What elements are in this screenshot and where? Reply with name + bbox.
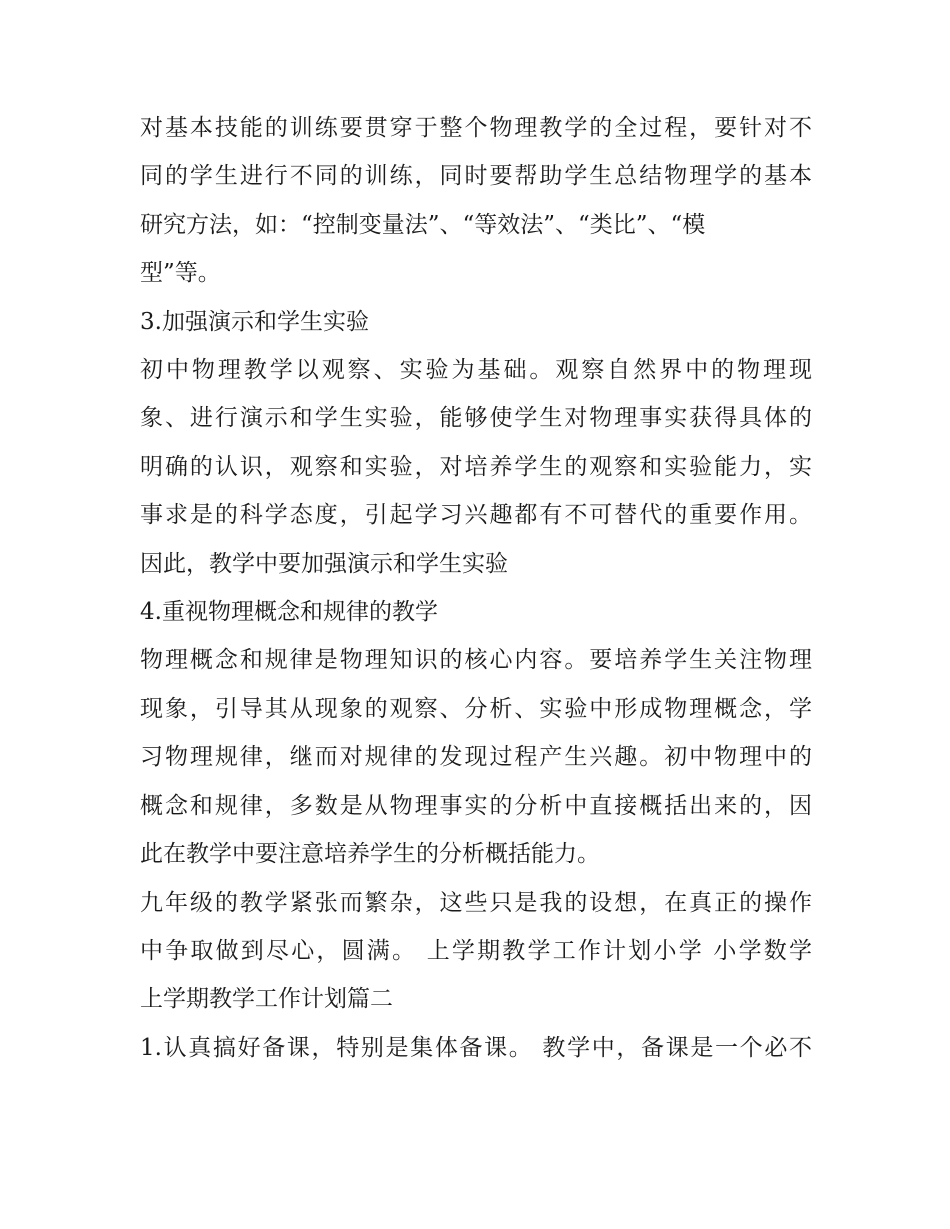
text-line: 习物理规律，继而对规律的发现过程产生兴趣。初中物理中的 — [140, 744, 812, 771]
text-line: 初中物理教学以观察、实验为基础。观察自然界中的物理现 — [140, 357, 812, 384]
text-line: 上学期教学工作计划篇二 — [140, 986, 393, 1013]
text-line: 研究方法，如：“控制变量法”、“等效法”、“类比”、“模 — [140, 211, 706, 238]
text-line: 型”等。 — [140, 260, 221, 287]
text-line: 此在教学中要注意培养学生的分析概括能力。 — [140, 841, 600, 868]
text-line: 现象，引导其从现象的观察、分析、实验中形成物理概念，学 — [140, 695, 812, 722]
section-heading: 3.加强演示和学生实验 — [140, 308, 369, 335]
text-line: 事求是的科学态度，引起学习兴趣都有不可替代的重要作用。 — [140, 502, 812, 529]
text-line: 同的学生进行不同的训练，同时要帮助学生总结物理学的基本 — [140, 163, 812, 190]
text-line: 九年级的教学紧张而繁杂，这些只是我的设想，在真正的操作 — [140, 889, 812, 916]
text-line: 象、进行演示和学生实验，能够使学生对物理事实获得具体的 — [140, 405, 812, 432]
text-line: 中争取做到尽心，圆满。 上学期教学工作计划小学 小学数学 — [140, 937, 812, 964]
text-line: 物理概念和规律是物理知识的核心内容。要培养学生关注物理 — [140, 647, 812, 674]
text-line: 明确的认识，观察和实验，对培养学生的观察和实验能力，实 — [140, 453, 812, 480]
text-line: 因此，教学中要加强演示和学生实验 — [140, 550, 508, 577]
text-line: 概念和规律，多数是从物理事实的分析中直接概括出来的，因 — [140, 792, 812, 819]
text-line: 1.认真搞好备课，特别是集体备课。 教学中，备课是一个必不 — [140, 1034, 812, 1061]
document-body — [140, 104, 812, 1072]
section-heading: 4.重视物理概念和规律的教学 — [140, 599, 438, 626]
text-line: 对基本技能的训练要贯穿于整个物理教学的全过程，要针对不 — [140, 115, 812, 141]
